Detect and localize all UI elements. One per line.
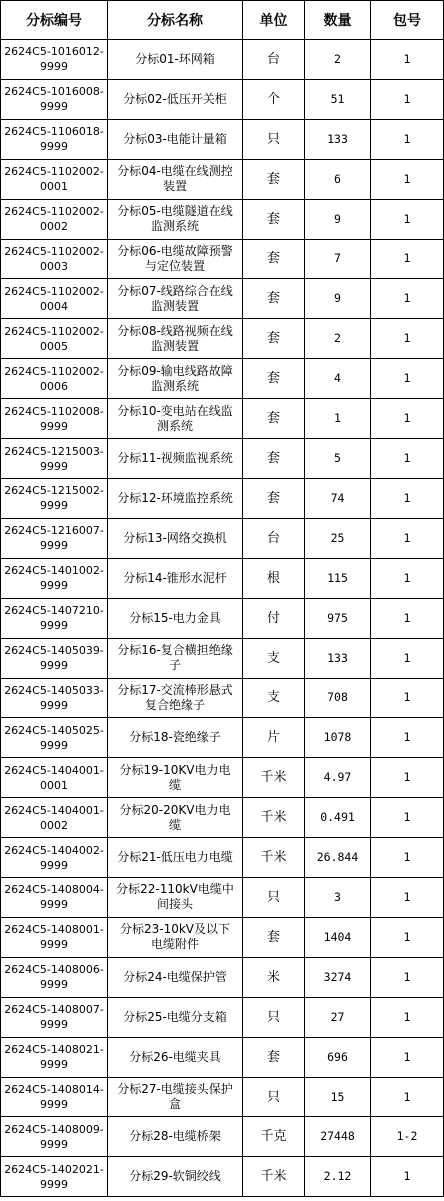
lot-code-cell: 2624C5-1405025-9999: [1, 718, 108, 758]
package-cell: 1: [371, 1037, 444, 1077]
lot-code-cell: 2624C5-1102008-9999: [1, 399, 108, 439]
lot-name-cell: 分标25-电缆分支箱: [108, 997, 243, 1037]
unit-cell: 千米: [243, 838, 305, 878]
package-cell: 1: [371, 159, 444, 199]
lot-name-cell: 分标06-电缆故障预警与定位装置: [108, 239, 243, 279]
header-lot-code: 分标编号: [1, 1, 108, 40]
lot-code-cell: 2624C5-1401002-9999: [1, 558, 108, 598]
package-cell: 1-2: [371, 1117, 444, 1157]
table-row: [1, 878, 444, 918]
lot-name-cell: 分标09-输电线路故障监测系统: [108, 359, 243, 399]
quantity-cell: 696: [305, 1037, 371, 1077]
package-cell: 1: [371, 119, 444, 159]
package-cell: 1: [371, 399, 444, 439]
lot-name-cell: 分标27-电缆接头保护盒: [108, 1077, 243, 1117]
quantity-cell: 9: [305, 199, 371, 239]
quantity-cell: 2: [305, 319, 371, 359]
lot-code-cell: 2624C5-1404001-0001: [1, 758, 108, 798]
package-cell: 1: [371, 1157, 444, 1197]
lot-code-cell: 2624C5-1405033-9999: [1, 678, 108, 718]
unit-cell: 台: [243, 40, 305, 80]
table-row: [1, 758, 444, 798]
quantity-cell: 4: [305, 359, 371, 399]
package-cell: 1: [371, 678, 444, 718]
package-cell: 1: [371, 359, 444, 399]
unit-cell: 套: [243, 917, 305, 957]
table-row: [1, 838, 444, 878]
lot-name-cell: 分标08-线路视频在线监测装置: [108, 319, 243, 359]
unit-cell: 套: [243, 1037, 305, 1077]
unit-cell: 套: [243, 239, 305, 279]
lot-code-cell: 2624C5-1016008-9999: [1, 79, 108, 119]
lot-code-cell: 2624C5-1408001-9999: [1, 917, 108, 957]
lot-code-cell: 2624C5-1215002-9999: [1, 478, 108, 518]
lot-code-cell: 2624C5-1102002-0005: [1, 319, 108, 359]
lot-name-cell: 分标12-环境监控系统: [108, 478, 243, 518]
table-row: [1, 518, 444, 558]
quantity-cell: 27: [305, 997, 371, 1037]
package-cell: 1: [371, 598, 444, 638]
quantity-cell: 4.97: [305, 758, 371, 798]
lot-code-cell: 2624C5-1402021-9999: [1, 1157, 108, 1197]
table-row: [1, 199, 444, 239]
unit-cell: 套: [243, 199, 305, 239]
unit-cell: 付: [243, 598, 305, 638]
unit-cell: 千克: [243, 1117, 305, 1157]
lot-name-cell: 分标02-低压开关柜: [108, 79, 243, 119]
lot-code-cell: 2624C5-1408021-9999: [1, 1037, 108, 1077]
unit-cell: 套: [243, 159, 305, 199]
package-cell: 1: [371, 199, 444, 239]
lot-name-cell: 分标26-电缆夹具: [108, 1037, 243, 1077]
table-row: [1, 1037, 444, 1077]
quantity-cell: 7: [305, 239, 371, 279]
table-row: [1, 239, 444, 279]
unit-cell: 只: [243, 997, 305, 1037]
lot-code-cell: 2624C5-1102002-0002: [1, 199, 108, 239]
header-unit: 单位: [243, 1, 305, 40]
table-row: [1, 439, 444, 479]
package-cell: 1: [371, 878, 444, 918]
table-row: [1, 79, 444, 119]
package-cell: 1: [371, 957, 444, 997]
lot-code-cell: 2624C5-1215003-9999: [1, 439, 108, 479]
package-cell: 1: [371, 758, 444, 798]
header-lot-name: 分标名称: [108, 1, 243, 40]
table-row: [1, 399, 444, 439]
table-row: [1, 957, 444, 997]
quantity-cell: 1: [305, 399, 371, 439]
package-cell: 1: [371, 439, 444, 479]
lot-name-cell: 分标24-电缆保护管: [108, 957, 243, 997]
table-row: [1, 1157, 444, 1197]
lot-name-cell: 分标28-电缆桥架: [108, 1117, 243, 1157]
quantity-cell: 51: [305, 79, 371, 119]
package-cell: 1: [371, 558, 444, 598]
quantity-cell: 708: [305, 678, 371, 718]
lot-name-cell: 分标23-10kV及以下电缆附件: [108, 917, 243, 957]
lot-name-cell: 分标13-网络交换机: [108, 518, 243, 558]
package-cell: 1: [371, 478, 444, 518]
quantity-cell: 0.491: [305, 798, 371, 838]
quantity-cell: 1404: [305, 917, 371, 957]
unit-cell: 只: [243, 119, 305, 159]
lot-name-cell: 分标10-变电站在线监测系统: [108, 399, 243, 439]
table-row: [1, 798, 444, 838]
lot-name-cell: 分标04-电缆在线测控装置: [108, 159, 243, 199]
unit-cell: 只: [243, 878, 305, 918]
unit-cell: 套: [243, 399, 305, 439]
package-cell: 1: [371, 997, 444, 1037]
table-row: [1, 718, 444, 758]
package-cell: 1: [371, 798, 444, 838]
table-row: [1, 478, 444, 518]
unit-cell: 套: [243, 478, 305, 518]
lot-name-cell: 分标19-10KV电力电缆: [108, 758, 243, 798]
quantity-cell: 15: [305, 1077, 371, 1117]
package-cell: 1: [371, 718, 444, 758]
package-cell: 1: [371, 917, 444, 957]
unit-cell: 米: [243, 957, 305, 997]
lot-code-cell: 2624C5-1102002-0004: [1, 279, 108, 319]
unit-cell: 千米: [243, 1157, 305, 1197]
quantity-cell: 74: [305, 478, 371, 518]
table-row: [1, 319, 444, 359]
lot-name-cell: 分标29-软铜绞线: [108, 1157, 243, 1197]
table-row: [1, 279, 444, 319]
lot-code-cell: 2624C5-1408004-9999: [1, 878, 108, 918]
lot-code-cell: 2624C5-1408009-9999: [1, 1117, 108, 1157]
quantity-cell: 2.12: [305, 1157, 371, 1197]
lot-code-cell: 2624C5-1216007-9999: [1, 518, 108, 558]
quantity-cell: 975: [305, 598, 371, 638]
package-cell: 1: [371, 1077, 444, 1117]
lot-code-cell: 2624C5-1408014-9999: [1, 1077, 108, 1117]
lot-name-cell: 分标20-20KV电力电缆: [108, 798, 243, 838]
unit-cell: 套: [243, 439, 305, 479]
quantity-cell: 26.844: [305, 838, 371, 878]
lot-name-cell: 分标17-交流棒形悬式复合绝缘子: [108, 678, 243, 718]
lot-code-cell: 2624C5-1106018-9999: [1, 119, 108, 159]
table-row: [1, 1117, 444, 1157]
table-row: [1, 917, 444, 957]
quantity-cell: 115: [305, 558, 371, 598]
lot-code-cell: 2624C5-1102002-0003: [1, 239, 108, 279]
unit-cell: 根: [243, 558, 305, 598]
quantity-cell: 2: [305, 40, 371, 80]
lot-code-cell: 2624C5-1016012-9999: [1, 40, 108, 80]
quantity-cell: 27448: [305, 1117, 371, 1157]
table-row: [1, 359, 444, 399]
package-cell: 1: [371, 319, 444, 359]
lot-code-cell: 2624C5-1102002-0006: [1, 359, 108, 399]
lot-name-cell: 分标22-110kV电缆中间接头: [108, 878, 243, 918]
unit-cell: 台: [243, 518, 305, 558]
lot-code-cell: 2624C5-1102002-0001: [1, 159, 108, 199]
table-row: [1, 678, 444, 718]
lot-name-cell: 分标05-电缆隧道在线监测系统: [108, 199, 243, 239]
lot-name-cell: 分标21-低压电力电缆: [108, 838, 243, 878]
quantity-cell: 5: [305, 439, 371, 479]
table-row: [1, 638, 444, 678]
lot-name-cell: 分标15-电力金具: [108, 598, 243, 638]
unit-cell: 千米: [243, 758, 305, 798]
lot-name-cell: 分标16-复合横担绝缘子: [108, 638, 243, 678]
header-package: 包号: [371, 1, 444, 40]
unit-cell: 套: [243, 319, 305, 359]
header-row: [1, 1, 444, 40]
lot-code-cell: 2624C5-1405039-9999: [1, 638, 108, 678]
lot-code-cell: 2624C5-1407210-9999: [1, 598, 108, 638]
lot-code-cell: 2624C5-1404001-0002: [1, 798, 108, 838]
lot-name-cell: 分标11-视频监视系统: [108, 439, 243, 479]
package-cell: 1: [371, 279, 444, 319]
package-cell: 1: [371, 79, 444, 119]
package-cell: 1: [371, 239, 444, 279]
lot-code-cell: 2624C5-1408006-9999: [1, 957, 108, 997]
unit-cell: 套: [243, 359, 305, 399]
table-row: [1, 997, 444, 1037]
unit-cell: 个: [243, 79, 305, 119]
table-row: [1, 558, 444, 598]
header-quantity: 数量: [305, 1, 371, 40]
lot-name-cell: 分标07-线路综合在线监测装置: [108, 279, 243, 319]
quantity-cell: 133: [305, 638, 371, 678]
unit-cell: 片: [243, 718, 305, 758]
unit-cell: 只: [243, 1077, 305, 1117]
unit-cell: 支: [243, 678, 305, 718]
package-cell: 1: [371, 838, 444, 878]
quantity-cell: 3: [305, 878, 371, 918]
lot-name-cell: 分标18-瓷绝缘子: [108, 718, 243, 758]
table-row: [1, 159, 444, 199]
table-row: [1, 40, 444, 80]
lot-code-cell: 2624C5-1404002-9999: [1, 838, 108, 878]
quantity-cell: 3274: [305, 957, 371, 997]
quantity-cell: 1078: [305, 718, 371, 758]
package-cell: 1: [371, 518, 444, 558]
lot-name-cell: 分标03-电能计量箱: [108, 119, 243, 159]
package-cell: 1: [371, 40, 444, 80]
quantity-cell: 6: [305, 159, 371, 199]
unit-cell: 千米: [243, 798, 305, 838]
table-row: [1, 598, 444, 638]
package-cell: 1: [371, 638, 444, 678]
quantity-cell: 25: [305, 518, 371, 558]
unit-cell: 套: [243, 279, 305, 319]
table-row: [1, 119, 444, 159]
table-row: [1, 1077, 444, 1117]
lot-name-cell: 分标01-环网箱: [108, 40, 243, 80]
quantity-cell: 9: [305, 279, 371, 319]
lot-name-cell: 分标14-锥形水泥杆: [108, 558, 243, 598]
unit-cell: 支: [243, 638, 305, 678]
quantity-cell: 133: [305, 119, 371, 159]
lot-code-cell: 2624C5-1408007-9999: [1, 997, 108, 1037]
